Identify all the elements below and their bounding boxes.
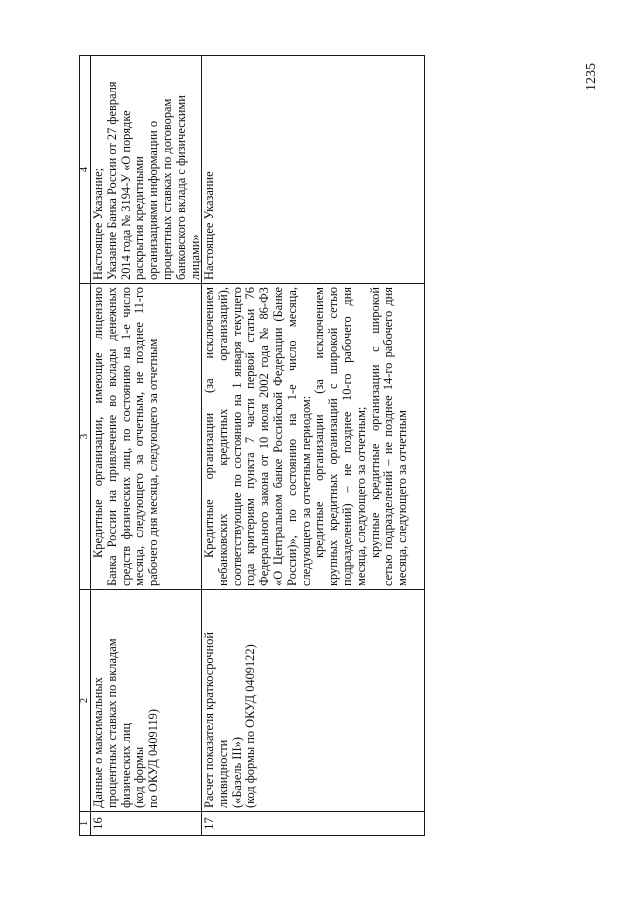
report-name-line: (код формы по ОКУД 0409122) <box>243 644 258 808</box>
legal-basis-line: раскрытия кредитными <box>132 156 147 280</box>
submitters-line: месяца, следующего за отчетным, не позднее 11-го <box>132 287 147 586</box>
legal-basis-line: Указание Банка России от 27 февраля <box>104 81 119 280</box>
submitters-line: подразделений) – не позднее 10-го рабочего дня <box>339 287 354 586</box>
column-3-header: 3 <box>80 283 91 589</box>
report-name-cell <box>202 589 425 811</box>
submitters-line: месяца, следующего за отчетным; <box>353 406 368 586</box>
reporting-forms-table <box>79 55 425 836</box>
submitters-line: Федерального закона от 10 июля 2002 года № 86-ФЗ <box>257 287 272 586</box>
legal-basis-line: 2014 года № 3194-У «О порядке <box>118 110 133 280</box>
report-name-line: по ОКУД 0409119) <box>146 709 161 808</box>
submitters-line: «О Центральном банке Российской Федерации (Банке <box>270 287 285 586</box>
submitters-line: России)», по состоянию на 1-е число месяца, <box>284 287 299 586</box>
report-name-line: ликвидности <box>215 739 230 808</box>
submitters-line: средств физических лиц, по состоянию на 1-е число <box>118 287 133 586</box>
table-grid <box>80 55 425 835</box>
legal-basis-line: процентных ставках по договорам <box>159 98 174 280</box>
report-name-line: Расчет показателя краткосрочной <box>202 632 216 808</box>
legal-basis-cell <box>202 55 425 283</box>
legal-basis-line: Настоящее Указание; <box>91 167 105 280</box>
submitters-line: Кредитные организации, имеющие лицензию <box>91 287 105 558</box>
legal-basis-line: организациями информации о <box>146 120 161 280</box>
report-name-line: («Базель III») <box>229 737 244 808</box>
column-2-header: 2 <box>80 589 91 811</box>
submitters-line: Банка России на привлечение во вклады денежных <box>104 287 119 586</box>
report-name-line: процентных ставках по вкладам <box>104 638 119 808</box>
submitters-line: года критериям пункта 7 части первой статьи 76 <box>243 287 258 586</box>
legal-basis-line: банковского вклада с физическими <box>173 95 188 280</box>
submitters-line: следующего за отчетным периодом: <box>298 395 313 586</box>
report-name-cell <box>91 589 202 811</box>
legal-basis-line: лицами» <box>187 234 202 280</box>
report-name-line: физических лиц <box>118 722 133 808</box>
submitters-line: Кредитные организации (за исключением <box>202 287 216 558</box>
submitters-line: рабочего дня месяца, следующего за отчетным <box>146 338 161 586</box>
submitters-line: кредитные организации (за исключением <box>312 287 327 558</box>
column-1-header: 1 <box>80 811 91 835</box>
report-name-line: (код формы <box>132 746 147 808</box>
row-number-cell: 16 <box>91 811 202 835</box>
submitters-cell <box>91 283 202 589</box>
submitters-line: крупные кредитные организации с широкой <box>367 287 382 558</box>
page-number: 1235 <box>584 63 599 91</box>
column-4-header: 4 <box>80 55 91 283</box>
submitters-line: сетью подразделений – не позднее 14-го рабочего дня <box>381 287 396 586</box>
submitters-cell <box>202 283 425 589</box>
row-number-cell: 17 <box>202 811 425 835</box>
report-name-line: Данные о максимальных <box>91 677 105 808</box>
submitters-line: месяца, следующего за отчетным <box>395 410 410 586</box>
legal-basis-cell <box>91 55 202 283</box>
submitters-line: небанковских кредитных организаций), <box>215 287 230 586</box>
submitters-line: соответствующие по состоянию на 1 января текущего <box>229 287 244 586</box>
submitters-line: крупных кредитных организаций с широкой сетью <box>326 287 341 586</box>
legal-basis-line: Настоящее Указание <box>202 171 216 280</box>
